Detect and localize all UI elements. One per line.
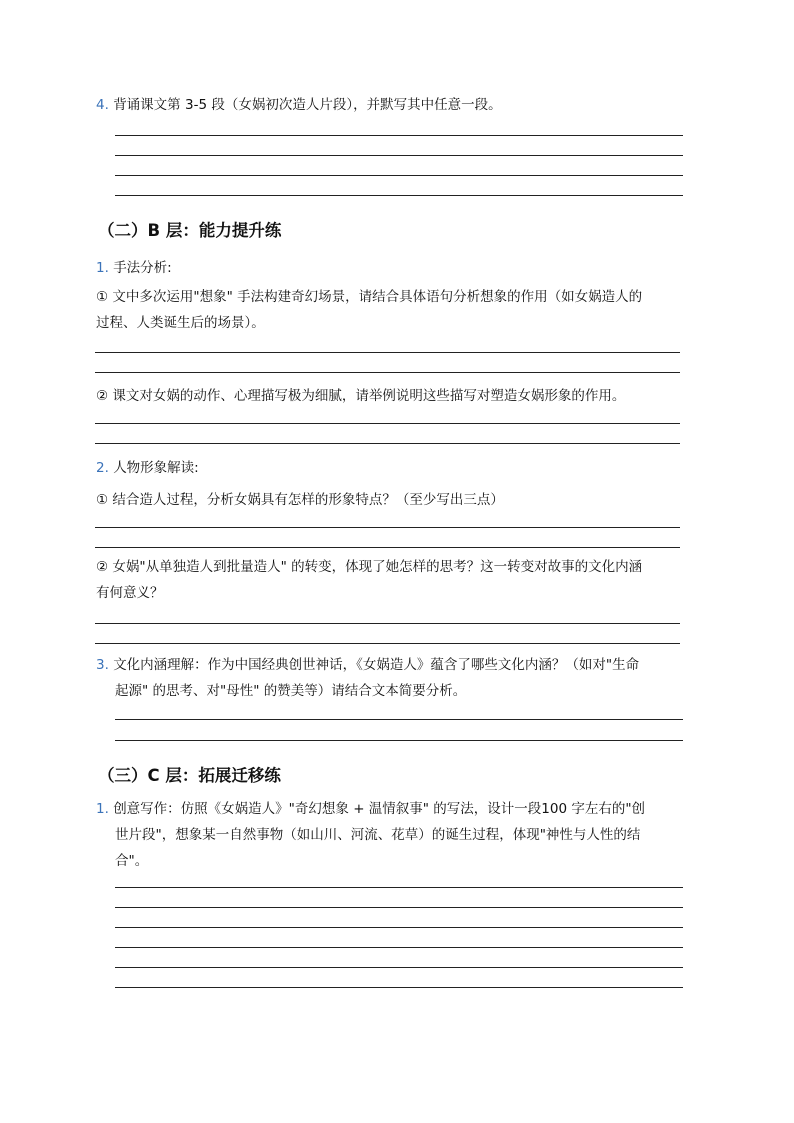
question-number: 1. <box>96 801 109 817</box>
question-title: 手法分析: <box>113 260 172 276</box>
question-c1 <box>96 796 645 874</box>
question-text-line: ① 文中多次运用"想象" 手法构建奇幻场景，请结合具体语句分析想象的作用（如女娲造人的 <box>96 289 643 305</box>
answer-line[interactable] <box>115 947 683 948</box>
answer-line[interactable] <box>95 352 680 353</box>
question-b1-sub2: ② 课文对女娲的动作、心理描写极为细腻，请举例说明这些描写对塑造女娲形象的作用。 <box>96 388 626 404</box>
question-b3 <box>96 652 639 704</box>
answer-line[interactable] <box>115 175 683 176</box>
answer-line[interactable] <box>115 967 683 968</box>
question-number: 3. <box>96 657 109 673</box>
question-text-line: 合"。 <box>115 853 149 869</box>
question-b2-sub1: ① 结合造人过程，分析女娲具有怎样的形象特点？（至少写出三点） <box>96 492 504 508</box>
answer-line[interactable] <box>95 423 680 424</box>
question-text-line: 文化内涵理解：作为中国经典创世神话，《女娲造人》蕴含了哪些文化内涵？（如对"生命 <box>113 657 640 673</box>
question-number: 1. <box>96 260 109 276</box>
answer-line[interactable] <box>115 155 683 156</box>
answer-line[interactable] <box>95 643 680 644</box>
question-b2-sub2 <box>96 554 642 606</box>
question-number: 2. <box>96 460 109 476</box>
question-text-line: 创意写作：仿照《女娲造人》"奇幻想象 + 温情叙事" 的写法，设计一段100 字左右的"创 <box>113 801 646 817</box>
question-text-line: 过程、人类诞生后的场景）。 <box>96 315 265 331</box>
question-text-line: 有何意义？ <box>96 585 164 601</box>
answer-line[interactable] <box>95 547 680 548</box>
question-text-line: 世片段"，想象某一自然事物（如山川、河流、花草）的诞生过程，体现"神性与人性的结 <box>115 827 641 843</box>
section-c-heading: （三）C 层：拓展迁移练 <box>98 766 281 785</box>
answer-line[interactable] <box>115 719 683 720</box>
question-title: 人物形象解读: <box>113 460 199 476</box>
question-b2 <box>96 456 199 476</box>
answer-line[interactable] <box>115 927 683 928</box>
answer-line[interactable] <box>95 623 680 624</box>
answer-line[interactable] <box>115 135 683 136</box>
answer-line[interactable] <box>115 907 683 908</box>
question-b1-sub1 <box>96 284 642 336</box>
answer-line[interactable] <box>115 740 683 741</box>
answer-line[interactable] <box>95 443 680 444</box>
answer-line[interactable] <box>115 987 683 988</box>
question-text-line: ② 女娲"从单独造人到批量造人" 的转变，体现了她怎样的思考？这一转变对故事的文化内涵 <box>96 559 643 575</box>
answer-line[interactable] <box>95 527 680 528</box>
question-text-line: 起源" 的思考、对"母性" 的赞美等）请结合文本简要分析。 <box>115 683 467 699</box>
question-number: 4. <box>96 97 109 113</box>
answer-line[interactable] <box>115 195 683 196</box>
question-4 <box>96 93 502 113</box>
answer-line[interactable] <box>95 372 680 373</box>
answer-line[interactable] <box>115 887 683 888</box>
question-text: 背诵课文第 3-5 段（女娲初次造人片段），并默写其中任意一段。 <box>113 97 502 113</box>
section-b-heading: （二）B 层：能力提升练 <box>98 221 282 240</box>
question-b1 <box>96 256 172 276</box>
